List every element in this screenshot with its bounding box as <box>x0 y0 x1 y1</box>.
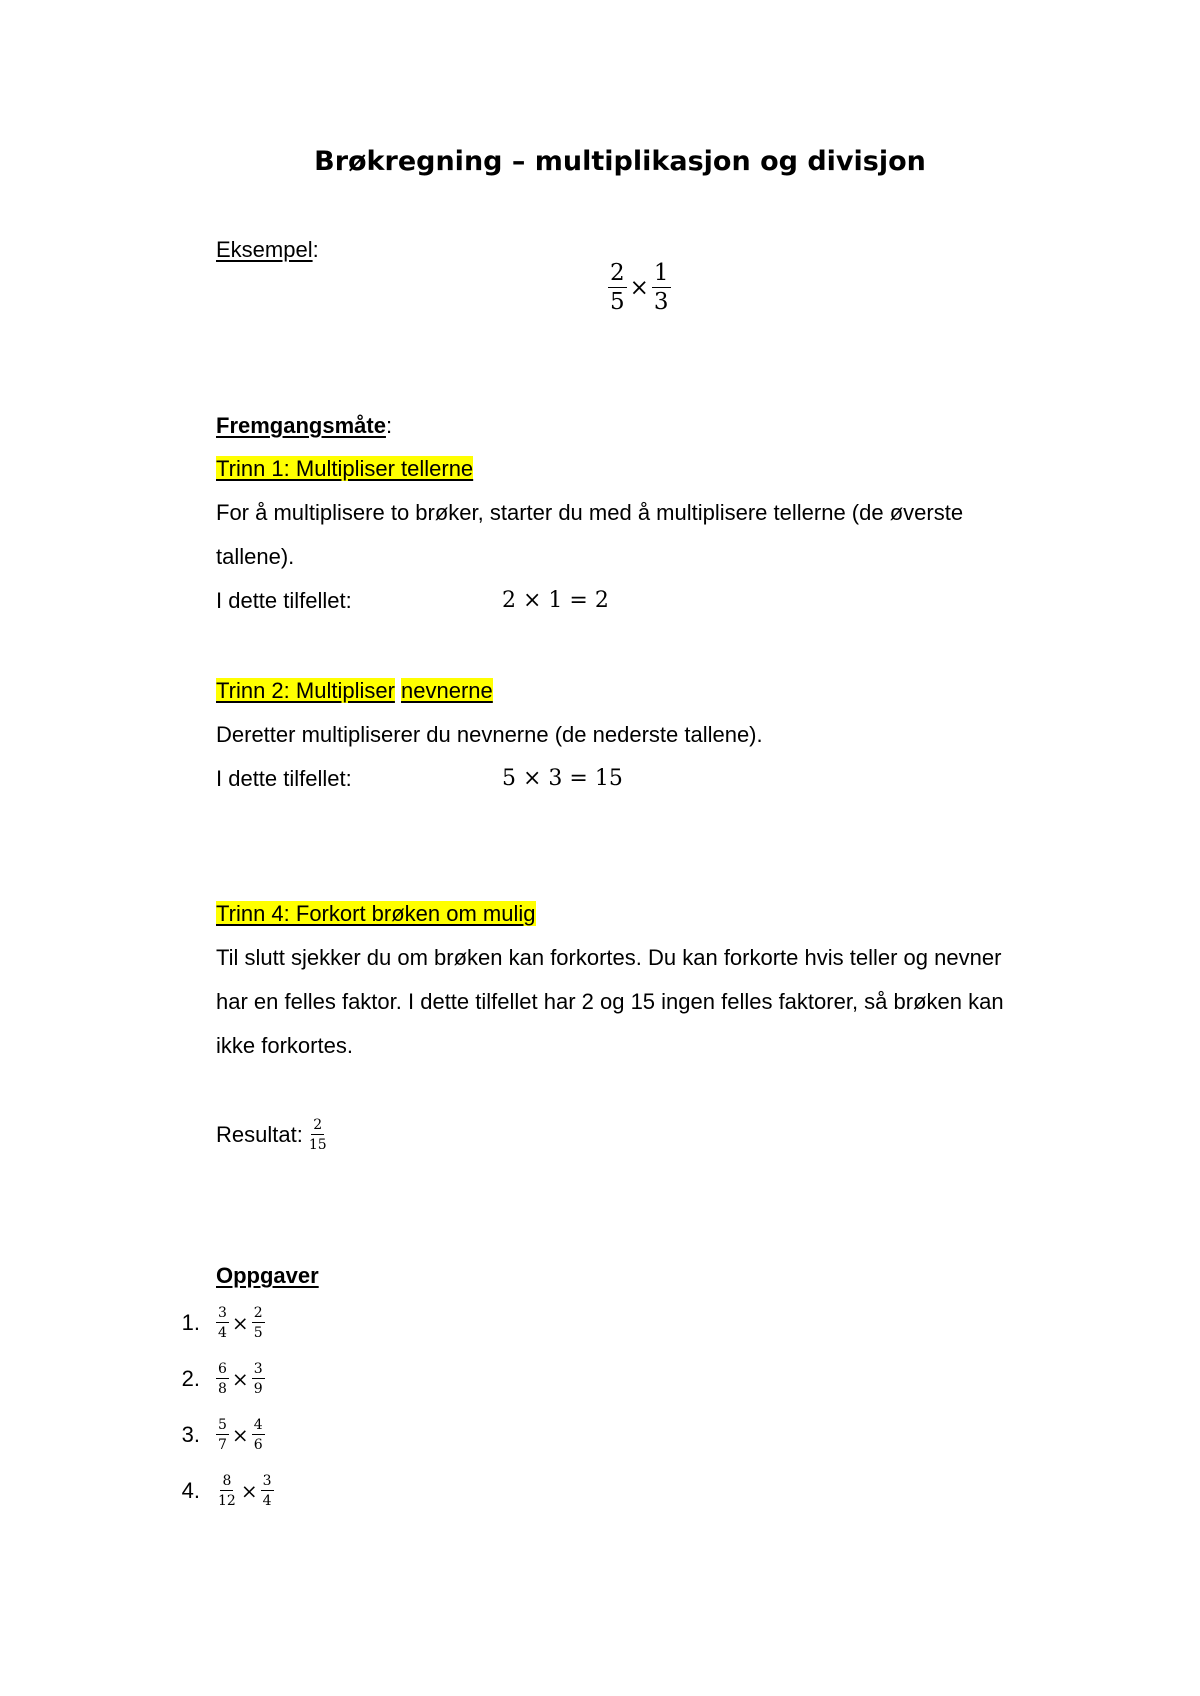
task-item <box>160 1474 274 1508</box>
task-expression: $\frac{6}{8}$ × $\frac{3}{9}$ <box>218 1361 263 1397</box>
step2-heading-part1: Trinn 2: Multipliser <box>216 678 395 703</box>
step2-heading-part2: nevnerne <box>401 678 493 703</box>
step4-text-line3: ikke forkortes. <box>216 1033 353 1058</box>
step2-heading-line <box>216 677 493 705</box>
step1-case-label: I dette tilfellet: <box>216 588 352 613</box>
step1-text-line2: tallene). <box>216 544 295 569</box>
step1-heading: Trinn 1: Multipliser tellerne <box>216 456 474 481</box>
step1-text-line1: For å multiplisere to brøker, starter du med å multiplisere tellerne (de øverste <box>216 500 964 525</box>
example-expression <box>608 262 671 314</box>
task-item <box>160 1418 265 1452</box>
task-item <box>160 1362 265 1396</box>
task-number: 2. <box>181 1366 200 1391</box>
method-colon: : <box>385 413 393 438</box>
task-number: 3. <box>181 1422 200 1447</box>
step1-equation: 2 × 1 = 2 <box>502 588 609 613</box>
task-expression: $\frac{3}{4}$ × $\frac{2}{5}$ <box>218 1305 263 1341</box>
example-fraction-b: $\frac{1}{3}$ <box>653 260 669 315</box>
task-number: 1. <box>181 1310 200 1335</box>
page-title: Brøkregning – multiplikasjon og divisjon <box>314 146 926 177</box>
task-expression: $\frac{5}{7}$ × $\frac{4}{6}$ <box>218 1417 263 1453</box>
step4-text-line1: Til slutt sjekker du om brøken kan forkortes. Du kan forkorte hvis teller og nevner <box>216 945 1002 970</box>
tasks-heading: Oppgaver <box>216 1263 319 1288</box>
method-label-line <box>216 412 392 440</box>
step4-text-line2: har en felles faktor. I dette tilfellet har 2 og 15 ingen felles faktorer, så brøken kan <box>216 989 1004 1014</box>
task-item <box>160 1306 265 1340</box>
result-label: Resultat: <box>216 1122 303 1147</box>
step2-case-label: I dette tilfellet: <box>216 766 352 791</box>
method-label: Fremgangsmåte <box>216 413 386 438</box>
result-line <box>216 1118 329 1152</box>
step2-text: Deretter multipliserer du nevnerne (de nederste tallene). <box>216 722 763 747</box>
example-label: Eksempel <box>216 237 313 262</box>
example-colon: : <box>312 237 319 262</box>
step2-equation: 5 × 3 = 15 <box>502 766 623 791</box>
step4-heading: Trinn 4: Forkort brøken om mulig <box>216 901 536 926</box>
result-fraction: $\frac{2}{15}$ <box>308 1117 327 1153</box>
example-fraction-a: $\frac{2}{5}$ <box>610 260 625 315</box>
example-operator: × <box>629 275 649 301</box>
task-number: 4. <box>181 1478 200 1503</box>
step4-heading-line <box>216 900 536 928</box>
task-expression: $\frac{8}{12}$ × $\frac{3}{4}$ <box>218 1473 272 1509</box>
tasks-heading-line <box>216 1262 319 1290</box>
step1-heading-line <box>216 455 473 483</box>
example-label-line <box>216 236 319 264</box>
